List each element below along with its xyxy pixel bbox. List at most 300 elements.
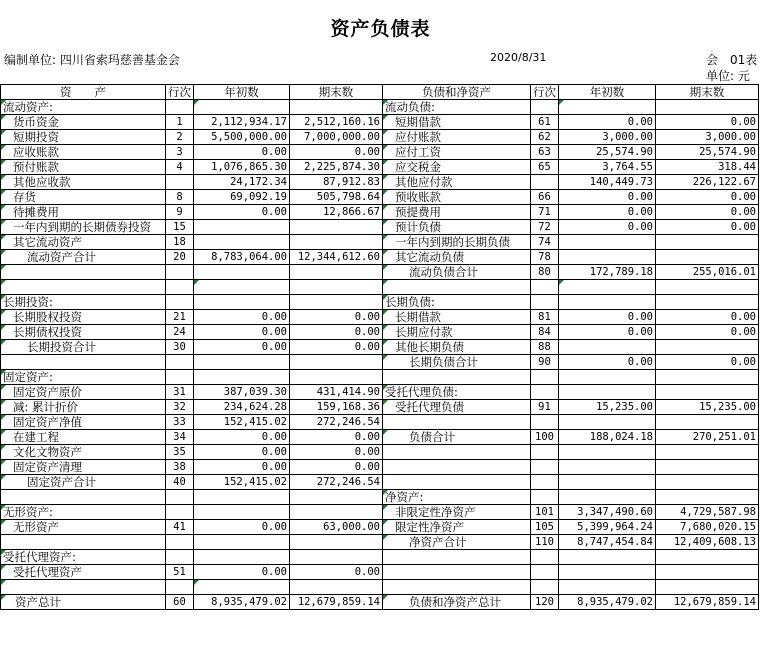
asset-opening-cell[interactable] [194,355,290,370]
asset-opening-cell[interactable]: 0.00 [194,565,290,580]
liability-closing-cell[interactable] [656,550,759,565]
asset-line-no-cell[interactable] [166,550,194,565]
liability-line-no-cell[interactable] [531,565,559,580]
asset-closing-cell[interactable] [290,265,383,280]
liability-opening-cell[interactable] [559,385,656,400]
liability-opening-cell[interactable] [559,580,656,595]
asset-line-no-cell[interactable] [166,265,194,280]
asset-opening-cell[interactable]: 0.00 [194,205,290,220]
liability-closing-cell[interactable]: 12,679,859.14 [656,595,759,610]
asset-closing-cell[interactable]: 12,866.67 [290,205,383,220]
table-row [1,355,759,370]
liability-closing-cell[interactable]: 3,000.00 [656,130,759,145]
liability-line-no-cell[interactable]: 91 [531,400,559,415]
asset-line-no-cell[interactable]: 38 [166,460,194,475]
asset-line-no-cell[interactable] [166,280,194,295]
asset-closing-cell[interactable]: 12,679,859.14 [290,595,383,610]
liability-closing-cell[interactable] [656,280,759,295]
report-date: 2020/8/31 [490,51,547,64]
asset-label-cell[interactable]: 减: 累计折价 [1,400,166,415]
asset-line-no-cell[interactable] [166,490,194,505]
asset-closing-cell[interactable]: 12,344,612.60 [290,250,383,265]
asset-line-no-cell[interactable]: 15 [166,220,194,235]
asset-label-cell[interactable]: 固定资产: [1,370,166,385]
liability-label-cell[interactable]: 预计负债 [383,220,531,235]
asset-closing-cell[interactable] [290,550,383,565]
liability-opening-cell[interactable] [559,460,656,475]
liability-opening-cell[interactable]: 0.00 [559,325,656,340]
asset-line-no-cell[interactable] [166,505,194,520]
liability-label-cell[interactable] [383,475,531,490]
asset-line-no-cell[interactable]: 41 [166,520,194,535]
liability-line-no-cell[interactable] [531,295,559,310]
asset-line-no-cell[interactable]: 51 [166,565,194,580]
liability-opening-cell[interactable] [559,490,656,505]
liability-closing-cell[interactable] [656,580,759,595]
liability-label-cell[interactable]: 应交税金 [383,160,531,175]
asset-label-cell[interactable]: 在建工程 [1,430,166,445]
asset-opening-cell[interactable] [194,235,290,250]
asset-line-no-cell[interactable]: 40 [166,475,194,490]
asset-closing-cell[interactable]: 63,000.00 [290,520,383,535]
liability-label-cell[interactable]: 负债和净资产总计 [383,595,531,610]
report-title: 资产负债表 [330,18,431,40]
liability-opening-cell[interactable]: 0.00 [559,355,656,370]
balance-sheet-table [0,84,759,610]
asset-label-cell[interactable] [1,265,166,280]
liability-opening-cell[interactable]: 0.00 [559,190,656,205]
liability-line-no-cell[interactable]: 74 [531,235,559,250]
liability-line-no-cell[interactable]: 101 [531,505,559,520]
asset-line-no-cell[interactable] [166,295,194,310]
asset-line-no-cell[interactable] [166,175,194,190]
liability-closing-cell[interactable]: 4,729,587.98 [656,505,759,520]
asset-line-no-cell[interactable]: 34 [166,430,194,445]
liability-label-cell[interactable]: 短期借款 [383,115,531,130]
liability-line-no-cell[interactable]: 100 [531,430,559,445]
asset-closing-cell[interactable]: 272,246.54 [290,475,383,490]
asset-closing-cell[interactable] [290,220,383,235]
asset-closing-cell[interactable] [290,280,383,295]
table-row [1,115,759,130]
liability-label-cell[interactable] [383,580,531,595]
liability-opening-cell[interactable]: 3,764.55 [559,160,656,175]
asset-opening-cell[interactable]: 0.00 [194,445,290,460]
liability-closing-cell[interactable]: 318.44 [656,160,759,175]
asset-label-cell[interactable] [1,490,166,505]
liability-line-no-cell[interactable] [531,280,559,295]
liability-line-no-cell[interactable]: 71 [531,205,559,220]
asset-line-no-cell[interactable]: 8 [166,190,194,205]
liability-closing-cell[interactable] [656,490,759,505]
asset-line-no-cell[interactable]: 20 [166,250,194,265]
liability-opening-cell[interactable]: 0.00 [559,220,656,235]
asset-closing-cell[interactable]: 0.00 [290,340,383,355]
asset-line-no-cell[interactable]: 21 [166,310,194,325]
asset-opening-cell[interactable]: 0.00 [194,325,290,340]
liability-closing-cell[interactable]: 0.00 [656,115,759,130]
header-opening-2[interactable]: 年初数 [559,85,656,100]
asset-label-cell[interactable]: 预付账款 [1,160,166,175]
liability-line-no-cell[interactable]: 90 [531,355,559,370]
asset-opening-cell[interactable]: 0.00 [194,460,290,475]
asset-opening-cell[interactable] [194,550,290,565]
liability-opening-cell[interactable]: 3,347,490.60 [559,505,656,520]
asset-label-cell[interactable]: 受托代理资产: [1,550,166,565]
asset-opening-cell[interactable] [194,580,290,595]
asset-closing-cell[interactable] [290,490,383,505]
table-row [1,595,759,610]
asset-line-no-cell[interactable]: 60 [166,595,194,610]
liability-line-no-cell[interactable] [531,100,559,115]
liability-closing-cell[interactable] [656,565,759,580]
asset-label-cell[interactable]: 短期投资 [1,130,166,145]
liability-label-cell[interactable] [383,445,531,460]
liability-label-cell[interactable]: 受托代理负债: [383,385,531,400]
liability-label-cell[interactable]: 一年内到期的长期负债 [383,235,531,250]
header-closing-2[interactable]: 期末数 [656,85,759,100]
asset-opening-cell[interactable]: 0.00 [194,340,290,355]
asset-line-no-cell[interactable] [166,355,194,370]
liability-opening-cell[interactable]: 5,399,964.24 [559,520,656,535]
table-row [1,220,759,235]
asset-line-no-cell[interactable] [166,535,194,550]
liability-label-cell[interactable]: 其他长期负债 [383,340,531,355]
asset-line-no-cell[interactable]: 32 [166,400,194,415]
liability-opening-cell[interactable]: 15,235.00 [559,400,656,415]
liability-line-no-cell[interactable]: 65 [531,160,559,175]
asset-closing-cell[interactable]: 0.00 [290,460,383,475]
liability-closing-cell[interactable] [656,475,759,490]
liability-line-no-cell[interactable]: 66 [531,190,559,205]
liability-opening-cell[interactable]: 0.00 [559,205,656,220]
liability-opening-cell[interactable]: 25,574.90 [559,145,656,160]
liability-closing-cell[interactable] [656,445,759,460]
liability-opening-cell[interactable]: 3,000.00 [559,130,656,145]
liability-line-no-cell[interactable] [531,385,559,400]
asset-closing-cell[interactable]: 431,414.90 [290,385,383,400]
asset-closing-cell[interactable]: 0.00 [290,430,383,445]
organization-label: 编制单位: 四川省索玛慈善基金会 [4,53,180,67]
liability-opening-cell[interactable]: 0.00 [559,310,656,325]
liability-label-cell[interactable]: 流动负债合计 [383,265,531,280]
asset-closing-cell[interactable]: 0.00 [290,310,383,325]
asset-line-no-cell[interactable]: 33 [166,415,194,430]
asset-label-cell[interactable] [1,580,166,595]
liability-opening-cell[interactable] [559,475,656,490]
asset-opening-cell[interactable]: 5,500,000.00 [194,130,290,145]
asset-opening-cell[interactable] [194,295,290,310]
asset-line-no-cell[interactable]: 24 [166,325,194,340]
asset-label-cell[interactable]: 其它流动资产 [1,235,166,250]
liability-opening-cell[interactable] [559,565,656,580]
liability-label-cell[interactable] [383,565,531,580]
asset-label-cell[interactable]: 固定资产清理 [1,460,166,475]
liability-line-no-cell[interactable]: 88 [531,340,559,355]
asset-opening-cell[interactable]: 24,172.34 [194,175,290,190]
liability-label-cell[interactable]: 其他应付款 [383,175,531,190]
liability-label-cell[interactable]: 流动负债: [383,100,531,115]
liability-label-cell[interactable]: 应付账款 [383,130,531,145]
liability-line-no-cell[interactable]: 105 [531,520,559,535]
liability-closing-cell[interactable] [656,100,759,115]
liability-line-no-cell[interactable] [531,445,559,460]
liability-closing-cell[interactable]: 226,122.67 [656,175,759,190]
asset-label-cell[interactable]: 流动资产合计 [1,250,166,265]
liability-label-cell[interactable]: 净资产: [383,490,531,505]
asset-label-cell[interactable]: 长期股权投资 [1,310,166,325]
liability-closing-cell[interactable] [656,415,759,430]
liability-label-cell[interactable] [383,370,531,385]
liability-closing-cell[interactable]: 0.00 [656,220,759,235]
liability-closing-cell[interactable]: 0.00 [656,205,759,220]
asset-label-cell[interactable]: 固定资产原价 [1,385,166,400]
asset-label-cell[interactable]: 资产总计 [1,595,166,610]
table-row [1,550,759,565]
asset-line-no-cell[interactable]: 9 [166,205,194,220]
liability-line-no-cell[interactable] [531,370,559,385]
liability-opening-cell[interactable] [559,415,656,430]
asset-opening-cell[interactable]: 69,092.19 [194,190,290,205]
asset-opening-cell[interactable] [194,220,290,235]
asset-opening-cell[interactable] [194,505,290,520]
asset-label-cell[interactable]: 无形资产 [1,520,166,535]
header-assets[interactable]: 资 产 [1,85,166,100]
liability-closing-cell[interactable] [656,295,759,310]
liability-opening-cell[interactable]: 188,024.18 [559,430,656,445]
liability-line-no-cell[interactable]: 72 [531,220,559,235]
table-row [1,490,759,505]
asset-opening-cell[interactable]: 1,076,865.30 [194,160,290,175]
liability-opening-cell[interactable] [559,250,656,265]
liability-line-no-cell[interactable]: 120 [531,595,559,610]
asset-label-cell[interactable]: 流动资产: [1,100,166,115]
asset-closing-cell[interactable]: 2,512,160.16 [290,115,383,130]
asset-closing-cell[interactable] [290,100,383,115]
asset-label-cell[interactable]: 长期投资: [1,295,166,310]
liability-line-no-cell[interactable] [531,175,559,190]
liability-opening-cell[interactable] [559,280,656,295]
liability-opening-cell[interactable] [559,340,656,355]
asset-opening-cell[interactable] [194,280,290,295]
liability-label-cell[interactable]: 负债合计 [383,430,531,445]
liability-line-no-cell[interactable]: 80 [531,265,559,280]
asset-closing-cell[interactable] [290,295,383,310]
liability-label-cell[interactable]: 长期应付款 [383,325,531,340]
liability-closing-cell[interactable] [656,250,759,265]
liability-label-cell[interactable]: 非限定性净资产 [383,505,531,520]
header-opening[interactable]: 年初数 [194,85,290,100]
asset-line-no-cell[interactable]: 35 [166,445,194,460]
liability-line-no-cell[interactable]: 110 [531,535,559,550]
asset-opening-cell[interactable] [194,490,290,505]
liability-label-cell[interactable]: 其它流动负债 [383,250,531,265]
liability-opening-cell[interactable]: 8,935,479.02 [559,595,656,610]
asset-label-cell[interactable]: 无形资产: [1,505,166,520]
asset-opening-cell[interactable]: 152,415.02 [194,415,290,430]
table-row [1,250,759,265]
liability-closing-cell[interactable] [656,460,759,475]
liability-label-cell[interactable] [383,280,531,295]
liability-opening-cell[interactable]: 172,789.18 [559,265,656,280]
asset-line-no-cell[interactable]: 30 [166,340,194,355]
asset-opening-cell[interactable]: 8,935,479.02 [194,595,290,610]
asset-closing-cell[interactable] [290,355,383,370]
liability-label-cell[interactable]: 长期负债: [383,295,531,310]
liability-label-cell[interactable]: 预收账款 [383,190,531,205]
asset-label-cell[interactable]: 其他应收款 [1,175,166,190]
liability-closing-cell[interactable]: 0.00 [656,310,759,325]
liability-closing-cell[interactable]: 0.00 [656,355,759,370]
liability-opening-cell[interactable] [559,550,656,565]
liability-closing-cell[interactable]: 0.00 [656,325,759,340]
asset-label-cell[interactable]: 应收账款 [1,145,166,160]
liability-line-no-cell[interactable] [531,460,559,475]
asset-label-cell[interactable]: 货币资金 [1,115,166,130]
liability-opening-cell[interactable] [559,370,656,385]
liability-closing-cell[interactable] [656,370,759,385]
liability-line-no-cell[interactable]: 78 [531,250,559,265]
liability-closing-cell[interactable]: 270,251.01 [656,430,759,445]
asset-closing-cell[interactable] [290,370,383,385]
liability-label-cell[interactable] [383,460,531,475]
table-row [1,535,759,550]
header-closing[interactable]: 期末数 [290,85,383,100]
asset-label-cell[interactable]: 长期债权投资 [1,325,166,340]
asset-label-cell[interactable]: 固定资产合计 [1,475,166,490]
asset-label-cell[interactable]: 文化文物资产 [1,445,166,460]
liability-line-no-cell[interactable]: 84 [531,325,559,340]
liability-closing-cell[interactable]: 15,235.00 [656,400,759,415]
liability-closing-cell[interactable] [656,235,759,250]
table-row [1,460,759,475]
table-row [1,265,759,280]
asset-closing-cell[interactable]: 505,798.64 [290,190,383,205]
liability-closing-cell[interactable] [656,385,759,400]
table-row [1,325,759,340]
header-liabilities[interactable]: 负债和净资产 [383,85,531,100]
table-row [1,580,759,595]
asset-closing-cell[interactable]: 159,168.36 [290,400,383,415]
liability-closing-cell[interactable]: 7,680,020.15 [656,520,759,535]
liability-label-cell[interactable]: 限定性净资产 [383,520,531,535]
asset-closing-cell[interactable] [290,235,383,250]
asset-line-no-cell[interactable] [166,100,194,115]
asset-closing-cell[interactable]: 7,000,000.00 [290,130,383,145]
liability-opening-cell[interactable]: 140,449.73 [559,175,656,190]
asset-opening-cell[interactable] [194,535,290,550]
liability-closing-cell[interactable]: 12,409,608.13 [656,535,759,550]
asset-opening-cell[interactable]: 8,783,064.00 [194,250,290,265]
asset-opening-cell[interactable] [194,265,290,280]
liability-label-cell[interactable]: 净资产合计 [383,535,531,550]
asset-closing-cell[interactable] [290,505,383,520]
liability-line-no-cell[interactable]: 63 [531,145,559,160]
table-row [1,175,759,190]
table-row [1,520,759,535]
asset-label-cell[interactable] [1,355,166,370]
asset-closing-cell[interactable]: 87,912.83 [290,175,383,190]
asset-line-no-cell[interactable]: 4 [166,160,194,175]
asset-opening-cell[interactable]: 387,039.30 [194,385,290,400]
asset-closing-cell[interactable]: 272,246.54 [290,415,383,430]
liability-opening-cell[interactable]: 8,747,454.84 [559,535,656,550]
asset-opening-cell[interactable]: 0.00 [194,430,290,445]
asset-line-no-cell[interactable]: 2 [166,130,194,145]
liability-label-cell[interactable]: 应付工资 [383,145,531,160]
liability-closing-cell[interactable] [656,340,759,355]
asset-closing-cell[interactable] [290,580,383,595]
liability-opening-cell[interactable] [559,235,656,250]
liability-line-no-cell[interactable]: 81 [531,310,559,325]
asset-line-no-cell[interactable] [166,580,194,595]
liability-line-no-cell[interactable] [531,550,559,565]
asset-label-cell[interactable] [1,280,166,295]
asset-opening-cell[interactable]: 0.00 [194,145,290,160]
asset-label-cell[interactable]: 长期投资合计 [1,340,166,355]
liability-label-cell[interactable] [383,415,531,430]
liability-opening-cell[interactable]: 0.00 [559,115,656,130]
asset-opening-cell[interactable]: 234,624.28 [194,400,290,415]
asset-closing-cell[interactable] [290,535,383,550]
liability-line-no-cell[interactable] [531,580,559,595]
liability-opening-cell[interactable] [559,295,656,310]
liability-line-no-cell[interactable] [531,490,559,505]
liability-line-no-cell[interactable] [531,415,559,430]
liability-label-cell[interactable]: 预提费用 [383,205,531,220]
liability-line-no-cell[interactable]: 61 [531,115,559,130]
asset-opening-cell[interactable] [194,370,290,385]
asset-line-no-cell[interactable]: 18 [166,235,194,250]
asset-opening-cell[interactable]: 0.00 [194,310,290,325]
asset-label-cell[interactable]: 一年内到期的长期债券投资 [1,220,166,235]
asset-label-cell[interactable]: 固定资产净值 [1,415,166,430]
asset-line-no-cell[interactable]: 1 [166,115,194,130]
header-line-no-2[interactable]: 行次 [531,85,559,100]
liability-line-no-cell[interactable] [531,475,559,490]
asset-closing-cell[interactable]: 0.00 [290,145,383,160]
liability-opening-cell[interactable] [559,100,656,115]
asset-opening-cell[interactable]: 152,415.02 [194,475,290,490]
asset-closing-cell[interactable]: 0.00 [290,565,383,580]
asset-line-no-cell[interactable] [166,370,194,385]
asset-label-cell[interactable]: 待摊费用 [1,205,166,220]
table-row [1,280,759,295]
liability-closing-cell[interactable]: 25,574.90 [656,145,759,160]
asset-line-no-cell[interactable]: 31 [166,385,194,400]
asset-closing-cell[interactable]: 0.00 [290,325,383,340]
liability-label-cell[interactable]: 长期借款 [383,310,531,325]
asset-line-no-cell[interactable]: 3 [166,145,194,160]
asset-closing-cell[interactable]: 2,225,874.30 [290,160,383,175]
liability-closing-cell[interactable]: 0.00 [656,190,759,205]
liability-opening-cell[interactable] [559,445,656,460]
liability-line-no-cell[interactable]: 62 [531,130,559,145]
liability-label-cell[interactable] [383,550,531,565]
asset-opening-cell[interactable] [194,100,290,115]
liability-label-cell[interactable]: 受托代理负债 [383,400,531,415]
asset-label-cell[interactable]: 受托代理资产 [1,565,166,580]
header-line-no[interactable]: 行次 [166,85,194,100]
table-row [1,505,759,520]
liability-label-cell[interactable]: 长期负债合计 [383,355,531,370]
asset-label-cell[interactable]: 存货 [1,190,166,205]
asset-opening-cell[interactable]: 2,112,934.17 [194,115,290,130]
asset-label-cell[interactable] [1,535,166,550]
liability-closing-cell[interactable]: 255,016.01 [656,265,759,280]
asset-closing-cell[interactable]: 0.00 [290,445,383,460]
asset-opening-cell[interactable]: 0.00 [194,520,290,535]
